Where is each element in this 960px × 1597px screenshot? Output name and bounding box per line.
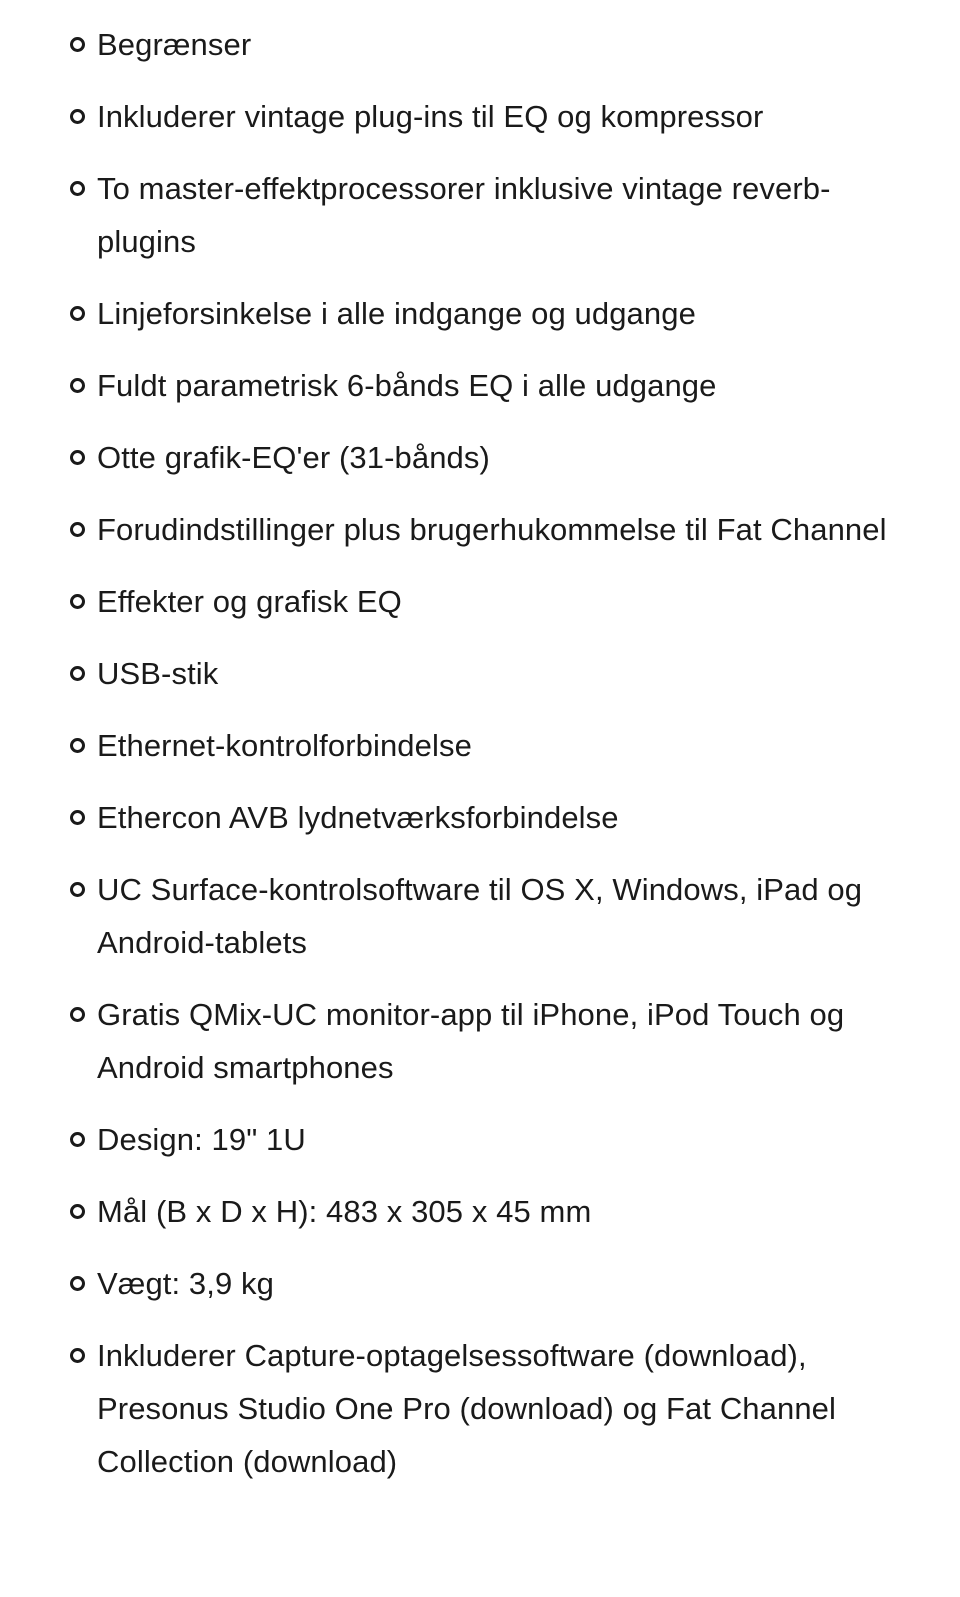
circle-bullet-icon <box>70 450 85 465</box>
list-item-text: To master-effektprocessorer inklusive vintage reverb-plugins <box>97 171 831 259</box>
list-item-text: Otte grafik-EQ'er (31-bånds) <box>97 440 490 475</box>
list-item-text: Forudindstillinger plus brugerhukommelse til Fat Channel <box>97 512 887 547</box>
list-item-text: Begrænser <box>97 27 252 62</box>
circle-bullet-icon <box>70 1276 85 1291</box>
list-item-text: UC Surface-kontrolsoftware til OS X, Windows, iPad og Android-tablets <box>97 872 863 960</box>
list-item-text: USB-stik <box>97 656 219 691</box>
list-item-text: Fuldt parametrisk 6-bånds EQ i alle udgange <box>97 368 717 403</box>
list-item <box>97 503 920 556</box>
list-item <box>97 162 920 268</box>
list-item-text: Gratis QMix-UC monitor-app til iPhone, iPod Touch og Android smartphones <box>97 997 845 1085</box>
circle-bullet-icon <box>70 378 85 393</box>
list-item <box>97 18 920 71</box>
list-item-text: Inkluderer Capture-optagelsessoftware (download), Presonus Studio One Pro (download) og Fat Channel Collection (download) <box>97 1338 837 1479</box>
list-item <box>97 575 920 628</box>
circle-bullet-icon <box>70 181 85 196</box>
list-item <box>97 719 920 772</box>
list-item <box>97 1257 920 1310</box>
circle-bullet-icon <box>70 1007 85 1022</box>
list-item <box>97 1113 920 1166</box>
list-item <box>97 1185 920 1238</box>
list-item <box>97 359 920 412</box>
circle-bullet-icon <box>70 666 85 681</box>
circle-bullet-icon <box>70 109 85 124</box>
list-item-text: Ethernet-kontrolforbindelse <box>97 728 472 763</box>
list-item <box>97 791 920 844</box>
circle-bullet-icon <box>70 522 85 537</box>
list-item <box>97 431 920 484</box>
list-item <box>97 90 920 143</box>
list-item-text: Linjeforsinkelse i alle indgange og udgange <box>97 296 696 331</box>
list-item-text: Design: 19" 1U <box>97 1122 306 1157</box>
circle-bullet-icon <box>70 1348 85 1363</box>
list-item-text: Effekter og grafisk EQ <box>97 584 402 619</box>
circle-bullet-icon <box>70 1204 85 1219</box>
list-item <box>97 1329 920 1488</box>
list-item <box>97 647 920 700</box>
list-item-text: Inkluderer vintage plug-ins til EQ og kompressor <box>97 99 764 134</box>
list-item <box>97 988 920 1094</box>
list-item-text: Ethercon AVB lydnetværksforbindelse <box>97 800 619 835</box>
circle-bullet-icon <box>70 37 85 52</box>
circle-bullet-icon <box>70 882 85 897</box>
list-item-text: Vægt: 3,9 kg <box>97 1266 274 1301</box>
list-item-text: Mål (B x D x H): 483 x 305 x 45 mm <box>97 1194 592 1229</box>
circle-bullet-icon <box>70 594 85 609</box>
circle-bullet-icon <box>70 1132 85 1147</box>
circle-bullet-icon <box>70 810 85 825</box>
list-item <box>97 287 920 340</box>
circle-bullet-icon <box>70 738 85 753</box>
list-item <box>97 863 920 969</box>
circle-bullet-icon <box>70 306 85 321</box>
